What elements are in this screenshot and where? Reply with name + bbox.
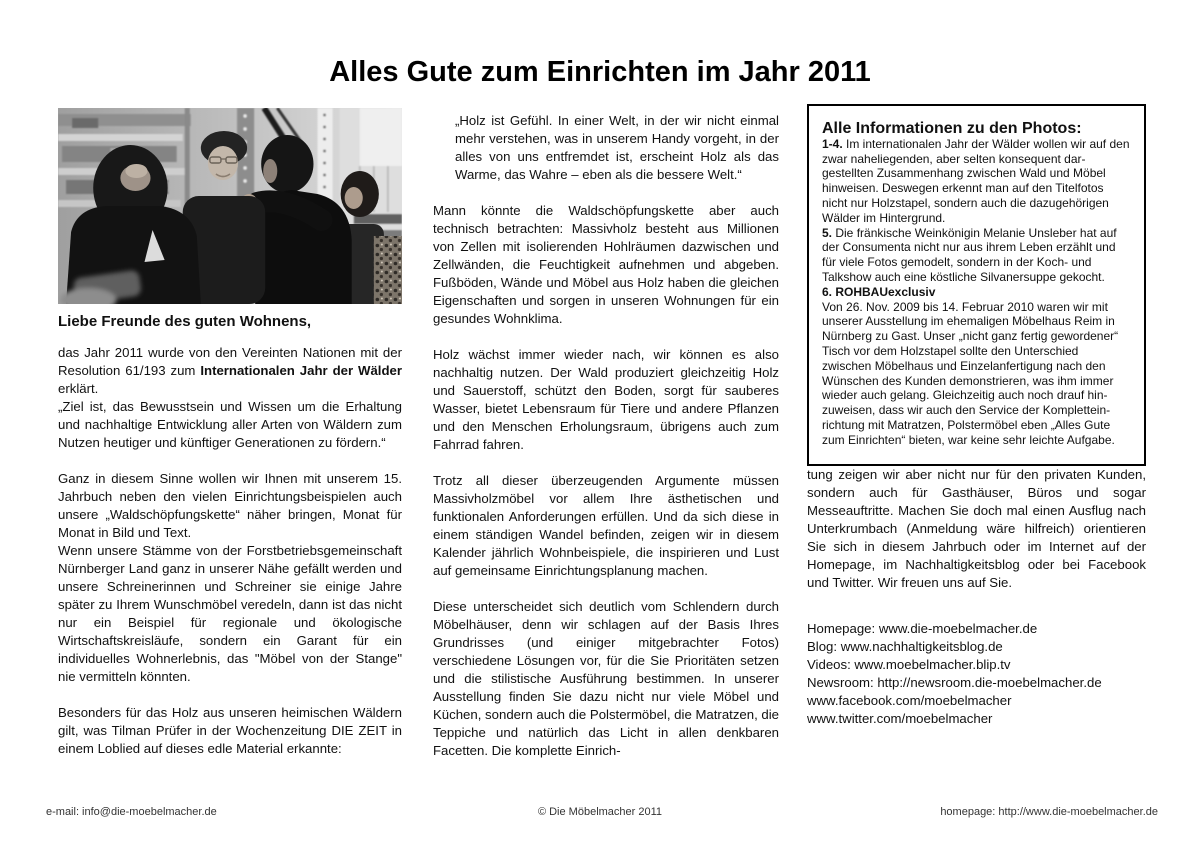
middle-column xyxy=(433,112,779,760)
zeit-quote: „Holz ist Gefühl. In einer Welt, in der wir nicht einmal mehr verstehen, was in unserem Handy vorgeht, in der alles von uns entfremdet ist, erscheint Holz als das Warme, das Wahre – eben als die bessere Welt.“ xyxy=(455,113,779,182)
left-paragraph-4: Besonders für das Holz aus unseren heimischen Wäldern gilt, was Tilman Prüfer in der Wochenzeitung DIE ZEIT in einem Loblied auf dieses edle Material erkannte: xyxy=(58,705,402,756)
info-item-5: 5. Die fränkische Weinkönigin Melanie Unsleber hat auf der Consumenta nicht nur aus ihrem Leben erzählt und für viele Fotos gemodelt, sondern in der Koch- und Talkshow auch eine köstliche Silvanersuppe gekocht. xyxy=(822,225,1117,284)
left-paragraph-3: Wenn unsere Stämme von der Forstbetriebsgemeinschaft Nürnberger Land ganz in unserer Nähe gefällt werden und unsere Schreinerinnen und Schreiner sie einige Jahre später zu Ihrem Wunschmöbel veredeln, dann ist das nicht nur ein Beispiel für regionale und ökologische Wirtschaftskreisläufe, sondern ein Garant für ein individuelles Wohnerlebnis, das "Möbel von der Stange" nie vermitteln könnten. xyxy=(58,543,402,684)
info-item-1-4: 1-4. Im internationalen Jahr der Wälder wollen wir auf den zwar naheliegenden, aber selten konsequent dargestellten Zusammenhang zwischen Wald und Möbel hinweisen. Deswegen erkennt man auf den Titelfotos nicht nur Holzstapel, sondern auch die dazugehörigen Wälder im Hintergrund. xyxy=(822,136,1130,225)
un-quote: „Ziel ist, das Bewusstsein und Wissen um die Erhaltung und nachhaltige Entwicklung aller Arten von Wäldern zum Nutzen heutiger und künftiger Generationen zu fördern.“ xyxy=(58,399,402,450)
left-column xyxy=(58,108,402,758)
middle-paragraph-2: Holz wächst immer wieder nach, wir können es also nachhaltig nutzen. Der Wald produziert gleichzeitig Holz und Sauerstoff, schützt den Boden, sorgt für sauberes Wasser, bietet Lebensraum für Tiere und andere Pflanzen und den Menschen Erholungsraum, übrigens auch zum Fahrrad fahren. xyxy=(433,347,779,452)
middle-paragraph-1: Mann könnte die Waldschöpfungskette aber auch technisch betrachten: Massivholz besteht aus Millionen von Zellen mit isolierenden Hohlräumen dazwischen und Zellwänden, die Feuchtigkeit aufnehmen und abgeben. Fußböden, Wände und Möbel aus Holz haben die gleichen Eigenschaften und sorgen in unseren Wohnungen für ein gesundes Wohnklima. xyxy=(433,203,779,326)
footer-copyright: © Die Möbelmacher 2011 xyxy=(537,806,663,818)
info-item-6: 6. ROHBAUexclusiv Von 26. Nov. 2009 bis 14. Februar 2010 waren wir mit unserer Ausstellung im ehemaligen Möbelhaus Reim in Nürnberg zu Gast. Unser „nicht ganz fertig gewordener“ Tisch vor dem Holzstapel sollte den Unterschied zwischen Möbelhaus und Einzelanfertigung nach den Wünschen des Kunden demonstrieren, was ihm immer wieder auch gelang. Gleichzeitig auch noch drauf hinzuweisen, dass wir auch den Service der Kompletteinrichtung mit Matratzen, Polstermöbel eben „Alles Gute zum Einrichten“ bieten, war keine sehr leichte Aufgabe. xyxy=(822,284,1119,447)
bold-international-year: Internationalen Jahr der Wälder xyxy=(200,363,402,378)
link-facebook: www.facebook.com/moebelmacher xyxy=(807,692,1012,708)
link-videos: Videos: www.moebelmacher.blip.tv xyxy=(807,656,1011,672)
workshop-group-photo xyxy=(58,108,402,304)
right-column xyxy=(807,104,1146,728)
middle-paragraph-4: Diese unterscheidet sich deutlich vom Schlendern durch Möbelhäuser, denn wir schlagen auf der Basis Ihres Grundrisses (und einiger mitgebrachter Fotos) verschiedene Lösungen vor, für die Sie Prioritäten setzen und die stilistische Ausführung bestimmen. In unserer Ausstellung finden Sie dazu nicht nur viele Möbel und Küchen, sondern auch die Polstermöbel, die Matratzen, die Teppiche und natürlich das Licht in allen denkbaren Facetten. Die komplette Einrich- xyxy=(433,599,780,758)
greeting-heading: Liebe Freunde des guten Wohnens, xyxy=(58,313,312,330)
link-homepage: Homepage: www.die-moebelmacher.de xyxy=(807,620,1038,636)
link-blog: Blog: www.nachhaltigkeitsblog.de xyxy=(807,638,1003,654)
middle-paragraph-3: Trotz all dieser überzeugenden Argumente müssen Massivholzmöbel vor allem Ihre ästhetischen und funktionalen Anforderungen erfüllen. Und da sich diese in einem ständigen Wandel befinden, zeigen wir in diesem Kalender jährlich Wohnbeispiele, die inspirieren und Lust auf gemeinsame Einrichtungsplanung machen. xyxy=(433,473,779,578)
workshop-photo-illustration xyxy=(58,108,402,304)
link-newsroom: Newsroom: http://newsroom.die-moebelmacher.de xyxy=(807,674,1102,690)
photo-info-box xyxy=(807,104,1146,466)
left-paragraph-2: Ganz in diesem Sinne wollen wir Ihnen mit unserem 15. Jahrbuch neben den vielen Einrichtungsbeispielen auch unsere „Waldschöpfungskette“ näher bringen, Monat für Monat in Bild und Text. xyxy=(58,471,402,540)
footer-homepage: homepage: http://www.die-moebelmacher.de xyxy=(940,806,1158,818)
left-paragraph-1: das Jahr 2011 wurde von den Vereinten Nationen mit der Resolution 61/193 zum Internationalen Jahr der Wälder erklärt. xyxy=(58,345,402,396)
link-twitter: www.twitter.com/moebelmacher xyxy=(807,710,993,726)
links-list xyxy=(807,620,1146,728)
page-footer xyxy=(0,806,1200,818)
page-title: Alles Gute zum Einrichten im Jahr 2011 xyxy=(329,56,871,88)
footer-email: e-mail: info@die-moebelmacher.de xyxy=(46,806,217,818)
right-paragraph-1: tung zeigen wir aber nicht nur für den privaten Kunden, sondern auch für Gasthäuser, Büros und sogar Messeauftritte. Machen Sie doch mal einen Ausflug nach Unterkrumbach (Anmeldung wäre hilfreich) orientieren Sie sich in diesem Jahrbuch oder im Internet auf der Homepage, im Nachhaltigkeitsblog oder bei Facebook und Twitter. Wir freuen uns auf Sie. xyxy=(807,466,1146,590)
info-box-heading: Alle Informationen zu den Photos: xyxy=(822,120,1082,137)
